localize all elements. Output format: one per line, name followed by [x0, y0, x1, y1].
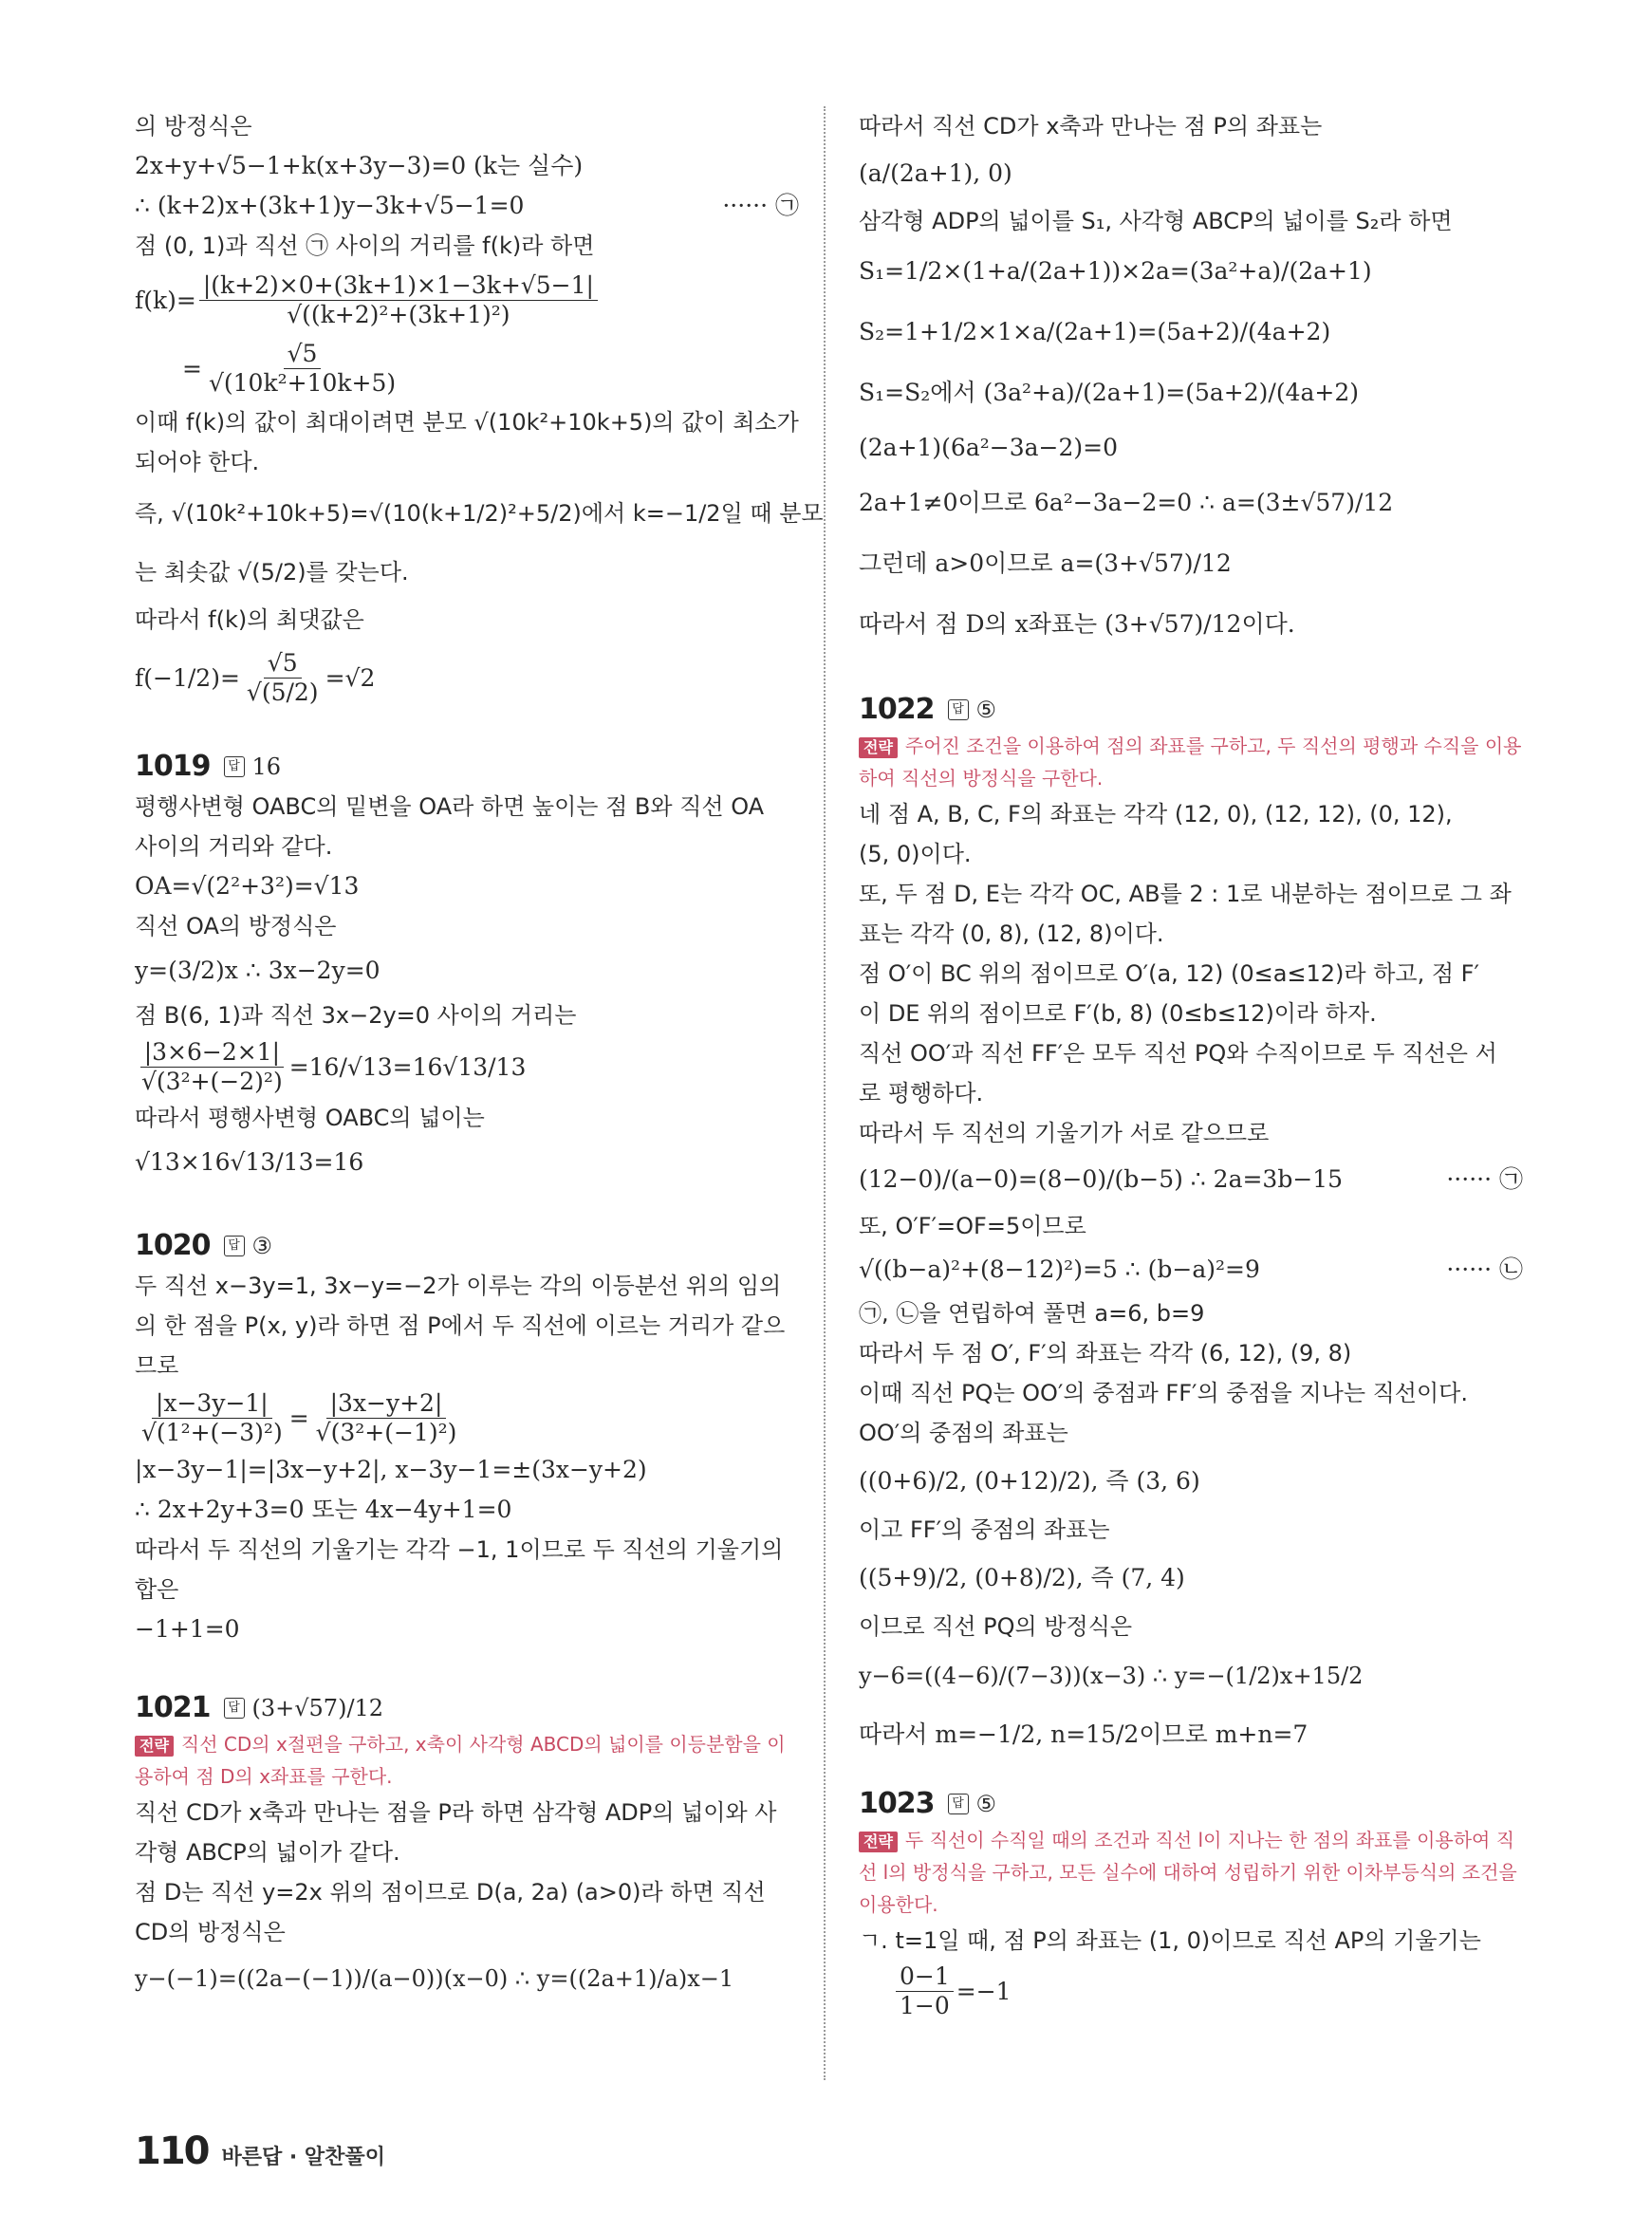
- text-line: 즉, √(10k²+10k+5)=√(10(k+1/2)²+5/2)에서 k=−1/2일 때 분모: [135, 500, 824, 527]
- text-line: 점 (0, 1)과 직선 ㉠ 사이의 거리를 f(k)라 하면: [135, 232, 595, 259]
- math-line: (a/(2a+1), 0): [859, 159, 1012, 187]
- text-line: ㉠, ㉡을 연립하여 풀면 a=6, b=9: [859, 1300, 1205, 1327]
- problem-number: 1022: [859, 693, 935, 726]
- equation-mark: ······ ㉡: [1446, 1255, 1523, 1283]
- fraction: $\frac{0-1}{1-0}$: [896, 1962, 954, 2020]
- math-line: ((5+9)/2, (0+8)/2), 즉 (7, 4): [859, 1564, 1185, 1591]
- text-line: 로 평행하다.: [859, 1080, 984, 1106]
- text-line: 사이의 거리와 같다.: [135, 833, 333, 860]
- text-line: (5, 0)이다.: [859, 841, 972, 867]
- problem-header-1023: [859, 1787, 1523, 1820]
- text-line: 는 최솟값 √(5/2)를 갖는다.: [135, 559, 409, 586]
- math-line: |x−3y−1|=|3x−y+2|, x−3y−1=±(3x−y+2): [135, 1456, 647, 1483]
- strategy-tip: 이용한다.: [859, 1893, 938, 1916]
- text-line: 점 O′이 BC 위의 점이므로 O′(a, 12) (0≤a≤12)라 하고, 점 F′: [859, 960, 1479, 987]
- text-line: 따라서 두 직선의 기울기는 각각 −1, 1이므로 두 직선의 기울기의: [135, 1536, 784, 1563]
- page-number: 110: [135, 2129, 209, 2173]
- math-line: 2a+1≠0이므로 6a²−3a−2=0 ∴ a=(3±√57)/12: [859, 489, 1394, 516]
- problem-header-1019: [135, 750, 799, 783]
- math-line: √13×16√13/13=16: [135, 1148, 364, 1176]
- math-line: √((b−a)²+(8−12)²)=5 ∴ (b−a)²=9 ······ ㉡: [859, 1246, 1523, 1293]
- text-line: CD의 방정식은: [135, 1919, 286, 1945]
- right-column: [859, 106, 1523, 2021]
- strategy-tip: 전략 주어진 조건을 이용하여 점의 좌표를 구하고, 두 직선의 평행과 수직을 이용: [859, 730, 1523, 762]
- answer-value: ③: [251, 1232, 273, 1259]
- problem-number: 1019: [135, 750, 211, 783]
- math-line: 따라서 점 D의 x좌표는 (3+√57)/12이다.: [859, 610, 1295, 638]
- text-line: 합은: [135, 1576, 179, 1603]
- text-line: 이고 FF′의 중점의 좌표는: [859, 1516, 1110, 1543]
- text-line: 따라서 두 점 O′, F′의 좌표는 각각 (6, 12), (9, 8): [859, 1340, 1352, 1367]
- problem-header-1021: [135, 1691, 799, 1724]
- text-line: 의 방정식은: [135, 113, 252, 139]
- text-line: 이므로 직선 PQ의 방정식은: [859, 1613, 1133, 1640]
- answer-value: ⑤: [975, 696, 997, 723]
- text-line: 평행사변형 OABC의 밑변을 OA라 하면 높이는 점 B와 직선 OA: [135, 793, 765, 820]
- left-column: [135, 106, 824, 2005]
- answer-value: (3+√57)/12: [251, 1694, 384, 1721]
- math-line: ∴ 2x+2y+3=0 또는 4x−4y+1=0: [135, 1496, 512, 1523]
- text-line: 따라서 f(k)의 최댓값은: [135, 606, 364, 633]
- text-line: OO′의 중점의 좌표는: [859, 1420, 1068, 1446]
- math-line: S₁=1/2×(1+a/(2a+1))×2a=(3a²+a)/(2a+1): [859, 257, 1372, 285]
- problem-number: 1023: [859, 1787, 935, 1820]
- column-divider: [824, 106, 826, 2080]
- text-line: 직선 OA의 방정식은: [135, 913, 337, 939]
- math-line: ∴ (k+2)x+(3k+1)y−3k+√5−1=0 ······ ㉠: [135, 186, 799, 226]
- text-line: 점 B(6, 1)과 직선 3x−2y=0 사이의 거리는: [135, 1002, 577, 1029]
- math-line: ((0+6)/2, (0+12)/2), 즉 (3, 6): [859, 1467, 1200, 1495]
- text-line: 따라서 평행사변형 OABC의 넓이는: [135, 1105, 485, 1131]
- text-line: 의 한 점을 P(x, y)라 하면 점 P에서 두 직선에 이르는 거리가 같으: [135, 1312, 786, 1339]
- math-line: S₂=1+1/2×1×a/(2a+1)=(5a+2)/(4a+2): [859, 318, 1331, 345]
- answer-icon: 답: [224, 1236, 245, 1256]
- fraction: $\frac{|(k+2)\times 0+(3k+1)\times 1-3k+√5-1|}{\text{√((k+2)²+(3k+1)²)}}$: [199, 271, 598, 329]
- math-line: S₁=S₂에서 (3a²+a)/(2a+1)=(5a+2)/(4a+2): [859, 379, 1359, 406]
- text-line: 이때 직선 PQ는 OO′의 중점과 FF′의 중점을 지나는 직선이다.: [859, 1380, 1468, 1406]
- text-line: 이 DE 위의 점이므로 F′(b, 8) (0≤b≤12)이라 하자.: [859, 1000, 1377, 1027]
- math-line: (2a+1)(6a²−3a−2)=0: [859, 434, 1118, 461]
- math-line: 2x+y+√5−1+k(x+3y−3)=0 (k는 실수): [135, 152, 584, 179]
- math-line: y−(−1)=((2a−(−1))/(a−0))(x−0) ∴ y=((2a+1)/a)x−1: [135, 1965, 734, 1992]
- math-line: y=(3/2)x ∴ 3x−2y=0: [135, 957, 381, 984]
- text-line: 네 점 A, B, C, F의 좌표는 각각 (12, 0), (12, 12), (0, 12),: [859, 801, 1453, 828]
- text-line: 직선 CD가 x축과 만나는 점을 P라 하면 삼각형 ADP의 넓이와 사: [135, 1799, 777, 1826]
- fraction: $\frac{|3x-y+2|}{\text{√(3²+(−1)²)}}$: [315, 1388, 457, 1446]
- equation-mark: ······ ㉠: [722, 192, 799, 219]
- strategy-badge: 전략: [135, 1736, 174, 1757]
- strategy-badge: 전략: [859, 737, 898, 758]
- footer-label: 바른답 · 알찬풀이: [221, 2146, 385, 2169]
- text-line: 또, 두 점 D, E는 각각 OC, AB를 2 : 1로 내분하는 점이므로 그 좌: [859, 881, 1512, 907]
- fraction: $\frac{|x-3y-1|}{\text{√(1²+(−3)²)}}$: [141, 1388, 283, 1446]
- problem-header-1020: [135, 1229, 799, 1262]
- text-line: 또, O′F′=OF=5이므로: [859, 1213, 1086, 1239]
- fraction: $\frac{|3\times 6-2\times 1|}{\text{√(3²+(−2)²)}}$: [141, 1037, 283, 1095]
- problem-number: 1020: [135, 1229, 211, 1262]
- equation-mark: ······ ㉠: [1446, 1165, 1523, 1193]
- math-fraction-line: f(−1/2)= $\frac{√5}{√(5/2)}$ =√2: [135, 648, 376, 706]
- math-line: 따라서 m=−1/2, n=15/2이므로 m+n=7: [859, 1720, 1309, 1748]
- math-line: 그런데 a>0이므로 a=(3+√57)/12: [859, 549, 1232, 577]
- math-fraction-line: f(k)= $\frac{|(k+2)\times 0+(3k+1)\times 1-3k+√5-1|}{\text{√((k+2)²+(3k+1)²)}}$: [135, 266, 799, 334]
- text-line: 따라서 두 직선의 기울기가 서로 같으므로: [859, 1120, 1270, 1146]
- fraction: $\frac{√5}{√(5/2)}$: [246, 648, 319, 706]
- strategy-badge: 전략: [859, 1832, 898, 1852]
- math-fraction-line: $\frac{|3\times 6-2\times 1|}{\text{√(3²+(−2)²)}}$ =16/√13=16√13/13: [135, 1035, 799, 1098]
- answer-icon: 답: [224, 756, 245, 777]
- text-line: 표는 각각 (0, 8), (12, 8)이다.: [859, 921, 1164, 947]
- math-line: −1+1=0: [135, 1615, 240, 1643]
- math-fraction-line: = $\frac{√5}{\text{√(10k²+10k+5)}}$: [135, 334, 799, 402]
- strategy-tip: 전략 직선 CD의 x절편을 구하고, x축이 사각형 ABCD의 넓이를 이등분함을 이: [135, 1728, 799, 1760]
- math-line: OA=√(2²+3²)=√13: [135, 872, 360, 900]
- fraction: $\frac{√5}{\text{√(10k²+10k+5)}}$: [208, 339, 397, 397]
- text-line: 므로: [135, 1352, 179, 1379]
- problem-number: 1021: [135, 1691, 211, 1724]
- strategy-tip: 하여 직선의 방정식을 구한다.: [859, 767, 1104, 790]
- strategy-tip: 용하여 점 D의 x좌표를 구한다.: [135, 1765, 393, 1788]
- math-fraction-line: $\frac{|x-3y-1|}{\text{√(1²+(−3)²)}}$ = $\frac{|3x-y+2|}{\text{√(3²+(−1)²)}}$: [135, 1385, 799, 1450]
- math-line: y−6=((4−6)/(7−3))(x−3) ∴ y=−(1/2)x+15/2: [859, 1663, 1364, 1689]
- problem-header-1022: [859, 693, 1523, 726]
- text-line: 두 직선 x−3y=1, 3x−y=−2가 이루는 각의 이등분선 위의 임의: [135, 1273, 782, 1299]
- answer-value: 16: [251, 753, 282, 780]
- math-fraction-line: $\frac{0-1}{1-0}$ =−1: [859, 1961, 1523, 2021]
- answer-icon: 답: [948, 699, 969, 720]
- text-line: 되어야 한다.: [135, 449, 260, 475]
- text-line: 각형 ABCP의 넓이가 같다.: [135, 1839, 400, 1866]
- text-line: 이때 f(k)의 값이 최대이려면 분모 √(10k²+10k+5)의 값이 최소가: [135, 409, 799, 436]
- text-line: ㄱ. t=1일 때, 점 P의 좌표는 (1, 0)이므로 직선 AP의 기울기는: [859, 1927, 1481, 1954]
- strategy-tip: 전략 두 직선이 수직일 때의 조건과 직선 l이 지나는 한 점의 좌표를 이용하여 직: [859, 1824, 1523, 1856]
- answer-value: ⑤: [975, 1790, 997, 1817]
- answer-icon: 답: [224, 1698, 245, 1719]
- strategy-tip: 선 l의 방정식을 구하고, 모든 실수에 대하여 성립하기 위한 이차부등식의 조건을: [859, 1861, 1517, 1884]
- math-line: (12−0)/(a−0)=(8−0)/(b−5) ∴ 2a=3b−15 ······ ㉠: [859, 1153, 1523, 1206]
- text-line: 따라서 직선 CD가 x축과 만나는 점 P의 좌표는: [859, 113, 1323, 139]
- answer-icon: 답: [948, 1794, 969, 1814]
- text-line: 직선 OO′과 직선 FF′은 모두 직선 PQ와 수직이므로 두 직선은 서: [859, 1040, 1497, 1067]
- text-line: 삼각형 ADP의 넓이를 S₁, 사각형 ABCP의 넓이를 S₂라 하면: [859, 208, 1453, 234]
- page-footer: [135, 2129, 385, 2173]
- text-line: 점 D는 직선 y=2x 위의 점이므로 D(a, 2a) (a>0)라 하면 직선: [135, 1879, 766, 1906]
